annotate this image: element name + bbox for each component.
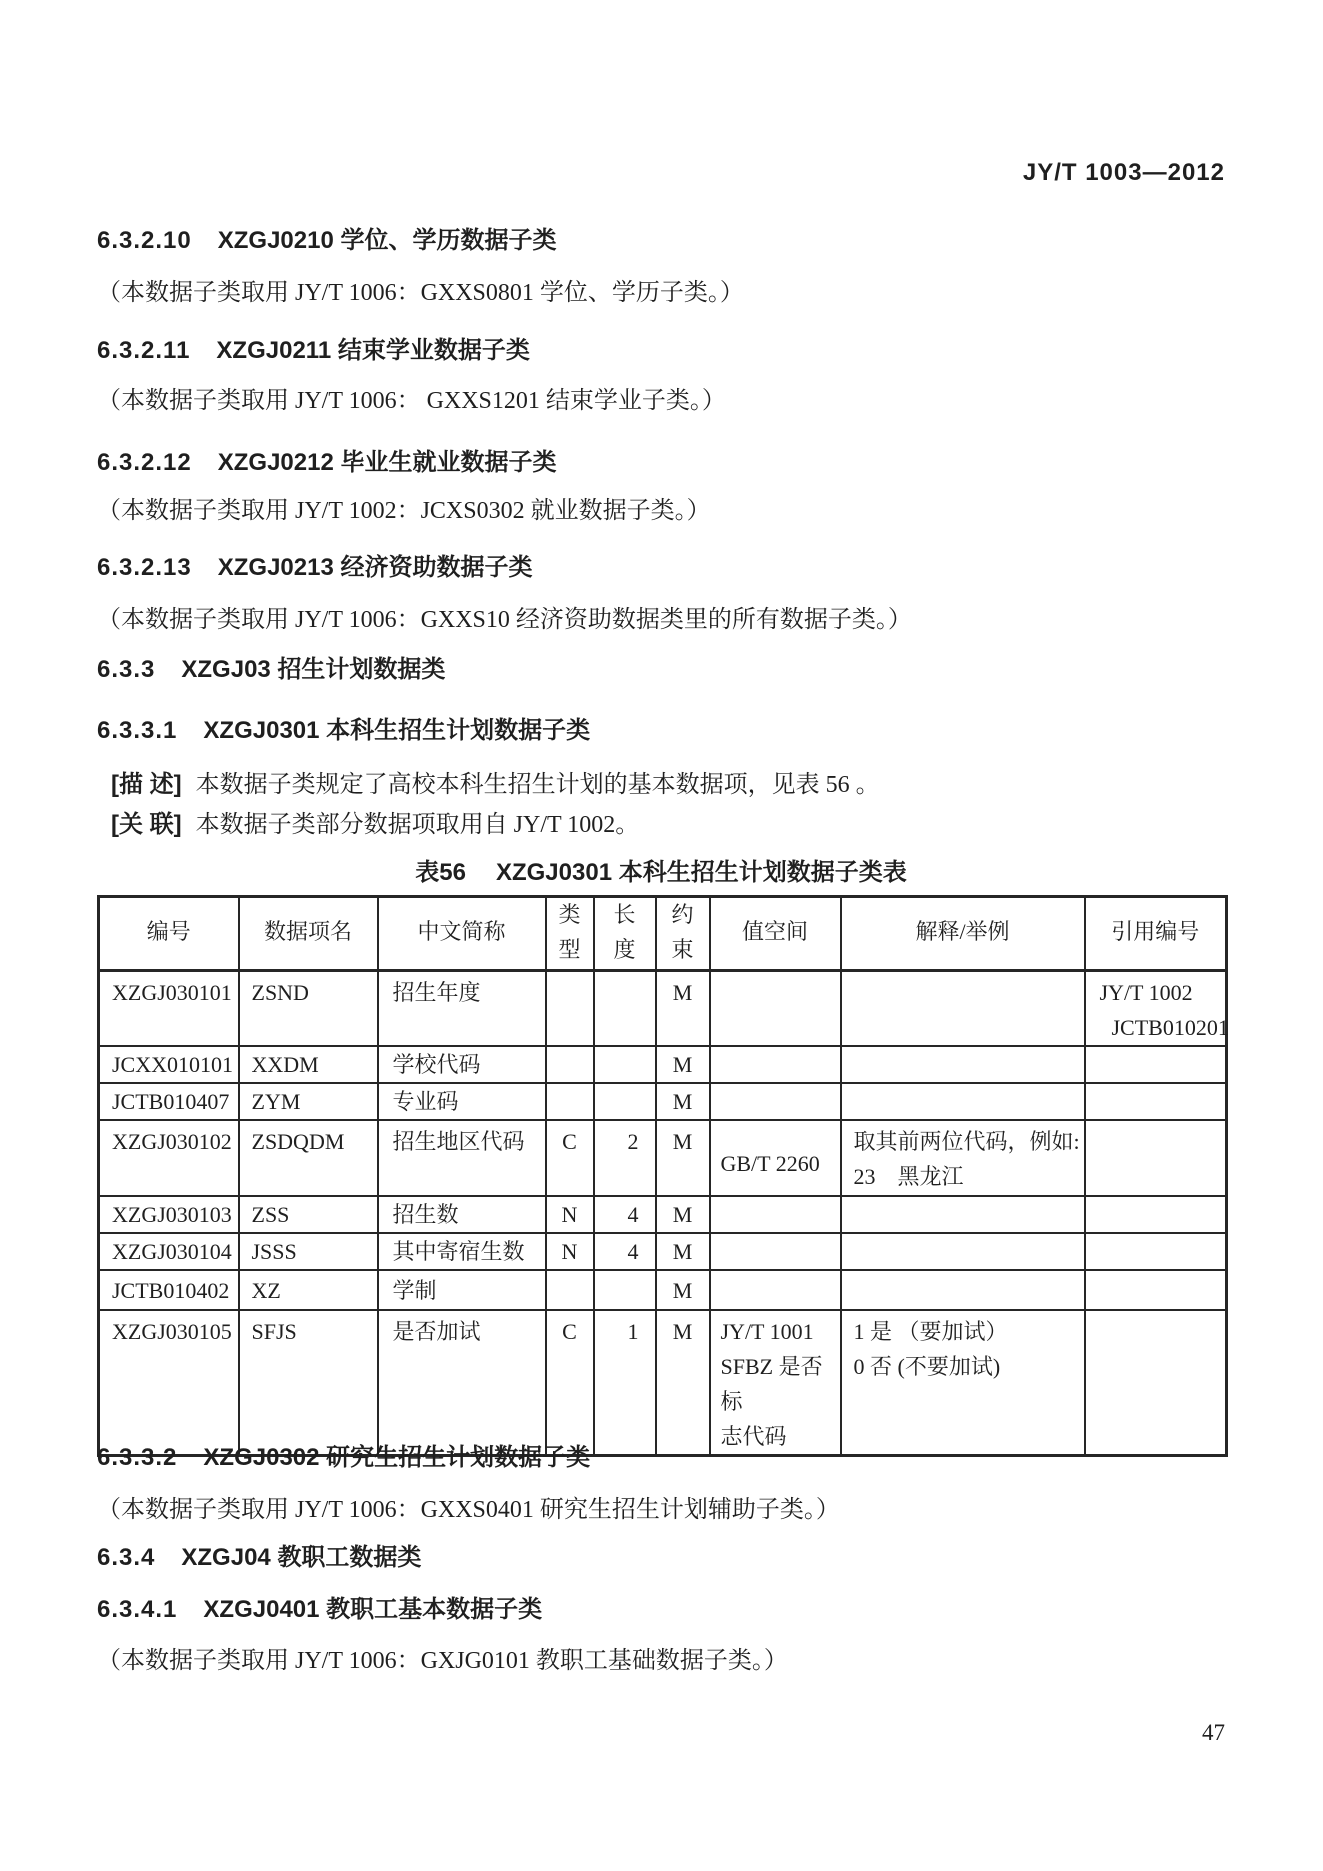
table-cell: [239, 1270, 378, 1310]
table-cell: [594, 971, 656, 1047]
table-cell: [656, 1233, 710, 1270]
cell-line: 招生年度: [392, 980, 481, 1005]
column-header: [378, 897, 546, 971]
table-cell: [656, 971, 710, 1047]
section-number: 6.3.3: [97, 656, 156, 683]
section-number: 6.3.3.2: [97, 1444, 178, 1471]
column-header: [546, 897, 594, 971]
cell-line: SFJS: [251, 1319, 297, 1344]
cell-line: 取其前两位代码，例如:: [853, 1129, 1080, 1154]
cell-line: JCTB010402: [112, 1277, 230, 1303]
table-cell: [99, 1196, 239, 1233]
cell-line: 其中寄宿生数: [392, 1239, 525, 1264]
section-heading-6-3-2-13: [97, 551, 1225, 585]
cell-line: [547, 1047, 593, 1082]
section-title: XZGJ0401 教职工基本数据子类: [203, 1596, 543, 1623]
section-title: XZGJ04 教职工数据类: [181, 1544, 422, 1571]
cell-line: SFBZ 是否标: [720, 1354, 823, 1414]
cell-line: [854, 1273, 1084, 1308]
table-row: [99, 1310, 1227, 1456]
cell-line: [721, 1047, 840, 1082]
table-cell: [239, 1233, 378, 1270]
table-cell: [378, 1270, 546, 1310]
section-title: XZGJ0302 研究生招生计划数据子类: [203, 1444, 591, 1471]
section-number: 6.3.4.1: [97, 1596, 178, 1623]
section-number: 6.3.2.10: [97, 227, 192, 254]
table-cell: [594, 1233, 656, 1270]
section-number: 6.3.4: [97, 1544, 156, 1571]
section-paragraph: （本数据子类取用 JY/T 1002：JCXS0302 就业数据子类。）: [97, 498, 711, 524]
table-cell: [239, 1120, 378, 1196]
table-cell: [710, 1046, 841, 1083]
cell-line: ZYM: [251, 1089, 301, 1114]
table-header: [99, 897, 1227, 971]
description-line: [97, 768, 1239, 802]
cell-line: 中文简称: [417, 919, 506, 944]
table-body: [99, 971, 1227, 1456]
section-title: XZGJ0211 结束学业数据子类: [216, 337, 530, 364]
cell-line: [1100, 1084, 1226, 1119]
table-cell: [1085, 1310, 1227, 1456]
cell-line: XZGJ030103: [112, 1202, 232, 1227]
description-tag: [描 述]: [111, 771, 182, 798]
table-cell: [841, 1196, 1085, 1233]
cell-line: JCXX010101: [112, 1052, 234, 1077]
cell-line: M: [672, 1277, 693, 1303]
cell-line: 值空间: [741, 919, 808, 944]
table-cell: [710, 1270, 841, 1310]
table-cell: [546, 1083, 594, 1120]
table-cell: [594, 1120, 656, 1196]
column-header: [594, 897, 656, 971]
relation-tag: [关 联]: [111, 811, 182, 838]
table-cell: [1085, 1270, 1227, 1310]
cell-line: JY/T 1001: [720, 1319, 814, 1344]
cell-line: 志代码: [720, 1424, 787, 1449]
cell-line: 2: [627, 1129, 639, 1154]
standard-code-header: JY/T 1003—2012: [1022, 159, 1225, 186]
section-number: 6.3.2.13: [97, 554, 192, 581]
table-cell: [546, 1310, 594, 1456]
table-cell: [594, 1270, 656, 1310]
section-number: 6.3.2.12: [97, 449, 192, 476]
cell-line: 4: [627, 1239, 639, 1264]
cell-line: [854, 1234, 1084, 1269]
table-cell: [378, 1046, 546, 1083]
cell-line: 招生数: [392, 1202, 459, 1227]
table-cell: [841, 1046, 1085, 1083]
section-heading-6-3-3: [97, 653, 1225, 687]
table-cell: [99, 1083, 239, 1120]
cell-line: C: [562, 1319, 577, 1344]
table-index: 表56: [415, 859, 466, 886]
cell-line: [1100, 1047, 1226, 1082]
cell-line: 类: [558, 901, 581, 927]
table-cell: [594, 1310, 656, 1456]
page-number: 47: [1202, 1720, 1225, 1745]
cell-line: 是否加试: [392, 1319, 481, 1344]
table-cell: [239, 971, 378, 1047]
section-paragraph: （本数据子类取用 JY/T 1006：GXXS0801 学位、学历子类。）: [97, 280, 744, 306]
table-cell: [99, 1270, 239, 1310]
table-cell: [378, 1083, 546, 1120]
cell-line: [547, 1273, 593, 1308]
cell-line: 度: [613, 936, 636, 962]
table-cell: [99, 971, 239, 1047]
table-cell: [841, 971, 1085, 1047]
cell-line: [854, 1197, 1084, 1232]
section-number: 6.3.3.1: [97, 717, 178, 744]
cell-line: 长: [613, 901, 636, 927]
section-title: XZGJ0301 本科生招生计划数据子类: [203, 717, 591, 744]
cell-line: 编号: [146, 919, 191, 944]
table-row: [99, 1046, 1227, 1083]
table-cell: [378, 1120, 546, 1196]
cell-line: 型: [558, 936, 581, 962]
section-heading-6-3-4-1: [97, 1593, 1225, 1627]
section-heading-6-3-4: [97, 1541, 1225, 1575]
table-cell: [841, 1310, 1085, 1456]
cell-line: 学制: [392, 1277, 437, 1303]
table-cell: [594, 1083, 656, 1120]
table-cell: [99, 1120, 239, 1196]
section-heading-6-3-2-12: [97, 446, 1225, 480]
cell-line: 解释/举例: [915, 919, 1010, 944]
table-name: XZGJ0301 本科生招生计划数据子类表: [495, 859, 907, 886]
table-cell: [1085, 971, 1227, 1047]
cell-line: [595, 1047, 639, 1082]
cell-line: XZ: [251, 1277, 281, 1303]
column-header: [841, 897, 1085, 971]
table-cell: [710, 1233, 841, 1270]
table-row: [99, 1120, 1227, 1196]
table-cell: [656, 1196, 710, 1233]
table-cell: [1085, 1196, 1227, 1233]
table-cell: [656, 1083, 710, 1120]
table-cell: [841, 1233, 1085, 1270]
description-text: 本数据子类规定了高校本科生招生计划的基本数据项，见表 56 。: [195, 772, 880, 798]
section-heading-6-3-3-2: [97, 1441, 1225, 1475]
cell-line: M: [672, 980, 693, 1005]
table-cell: [546, 1196, 594, 1233]
cell-line: C: [562, 1129, 577, 1154]
table-cell: [710, 1083, 841, 1120]
table-cell: [594, 1196, 656, 1233]
cell-line: XXDM: [251, 1052, 319, 1077]
table-cell: [99, 1310, 239, 1456]
table-cell: [1085, 1233, 1227, 1270]
cell-line: 专业码: [392, 1089, 459, 1114]
table-row: [99, 1196, 1227, 1233]
table-row: [99, 971, 1227, 1047]
table-56-title: [97, 856, 1225, 890]
cell-line: [1100, 1124, 1226, 1159]
cell-line: [1100, 1197, 1226, 1232]
cell-line: GB/T 2260: [720, 1151, 820, 1176]
section-heading-6-3-2-10: [97, 224, 1225, 258]
cell-line: M: [672, 1319, 693, 1344]
cell-line: [595, 1084, 639, 1119]
cell-line: 招生地区代码: [392, 1129, 525, 1154]
table-cell: [239, 1196, 378, 1233]
cell-line: [595, 1273, 639, 1308]
table-cell: [656, 1120, 710, 1196]
cell-line: 0 否 (不要加试): [853, 1354, 1001, 1379]
cell-line: ZSS: [251, 1202, 290, 1227]
section-heading-6-3-3-1: [97, 714, 1225, 748]
cell-line: 束: [671, 936, 694, 962]
cell-line: ZSND: [251, 980, 309, 1005]
table-cell: [378, 1310, 546, 1456]
relation-line: [97, 808, 1239, 842]
column-header: [239, 897, 378, 971]
cell-line: XZGJ030102: [112, 1129, 232, 1154]
section-title: XZGJ0210 学位、学历数据子类: [217, 227, 557, 254]
cell-line: JSSS: [251, 1239, 297, 1264]
cell-line: 数据项名: [263, 919, 352, 944]
cell-line: XZGJ030105: [112, 1319, 232, 1344]
cell-line: XZGJ030104: [112, 1239, 232, 1264]
cell-line: M: [672, 1089, 693, 1114]
cell-line: ZSDQDM: [251, 1129, 345, 1154]
column-header: [1085, 897, 1227, 971]
cell-line: M: [672, 1052, 693, 1077]
cell-line: N: [561, 1239, 578, 1264]
table-cell: [1085, 1083, 1227, 1120]
cell-line: [854, 975, 1084, 1010]
cell-line: JCTB010201: [1111, 1015, 1229, 1040]
cell-line: 学校代码: [392, 1052, 481, 1077]
cell-line: [721, 1273, 840, 1308]
table-cell: [546, 1120, 594, 1196]
cell-line: [721, 975, 840, 1010]
table-cell: [546, 1233, 594, 1270]
column-header: [99, 897, 239, 971]
cell-line: [547, 1084, 593, 1119]
table-56: [97, 895, 1228, 1457]
cell-line: 23 黑龙江: [853, 1164, 964, 1189]
section-title: XZGJ0212 毕业生就业数据子类: [217, 449, 557, 476]
cell-line: JCTB010407: [112, 1089, 230, 1114]
cell-line: [1100, 1314, 1226, 1349]
cell-line: [854, 1084, 1084, 1119]
table-cell: [239, 1310, 378, 1456]
table-cell: [546, 1270, 594, 1310]
section-title: XZGJ03 招生计划数据类: [181, 656, 446, 683]
cell-line: [1100, 1234, 1226, 1269]
cell-line: M: [672, 1239, 693, 1264]
table-cell: [710, 971, 841, 1047]
section-paragraph: （本数据子类取用 JY/T 1006：GXJG0101 教职工基础数据子类。）: [97, 1648, 788, 1674]
cell-line: [721, 1084, 840, 1119]
cell-line: [721, 1234, 840, 1269]
table-cell: [656, 1310, 710, 1456]
table-cell: [378, 1196, 546, 1233]
column-header: [656, 897, 710, 971]
table-cell: [710, 1196, 841, 1233]
cell-line: 1: [627, 1319, 639, 1344]
table-cell: [239, 1046, 378, 1083]
cell-line: N: [561, 1202, 578, 1227]
table-cell: [546, 1046, 594, 1083]
column-header: [710, 897, 841, 971]
table-row: [99, 1270, 1227, 1310]
section-heading-6-3-2-11: [97, 334, 1225, 368]
cell-line: [547, 975, 593, 1010]
table-cell: [841, 1120, 1085, 1196]
table-cell: [841, 1083, 1085, 1120]
table-cell: [656, 1270, 710, 1310]
cell-line: M: [672, 1202, 693, 1227]
table-cell: [99, 1233, 239, 1270]
table-cell: [378, 1233, 546, 1270]
cell-line: [1100, 1273, 1226, 1308]
table-cell: [239, 1083, 378, 1120]
cell-line: 1 是 （要加试）: [853, 1319, 1008, 1344]
cell-line: 引用编号: [1111, 919, 1200, 944]
table-cell: [378, 971, 546, 1047]
cell-line: [721, 1197, 840, 1232]
table-cell: [656, 1046, 710, 1083]
cell-line: [854, 1047, 1084, 1082]
table-row: [99, 1083, 1227, 1120]
table-cell: [546, 971, 594, 1047]
table-cell: [1085, 1046, 1227, 1083]
section-paragraph: （本数据子类取用 JY/T 1006： GXXS1201 结束学业子类。）: [97, 388, 726, 414]
cell-line: [595, 975, 639, 1010]
table-cell: [1085, 1120, 1227, 1196]
cell-line: 4: [627, 1202, 639, 1227]
section-title: XZGJ0213 经济资助数据子类: [217, 554, 533, 581]
table-cell: [594, 1046, 656, 1083]
cell-line: XZGJ030101: [112, 980, 232, 1005]
section-paragraph: （本数据子类取用 JY/T 1006：GXXS0401 研究生招生计划辅助子类。）: [97, 1497, 840, 1523]
cell-line: 约: [671, 901, 694, 927]
cell-line: JY/T 1002: [1099, 980, 1193, 1005]
relation-text: 本数据子类部分数据项取用自 JY/T 1002。: [195, 812, 640, 838]
section-number: 6.3.2.11: [97, 337, 191, 364]
table-cell: [841, 1270, 1085, 1310]
table-cell: [99, 1046, 239, 1083]
section-paragraph: （本数据子类取用 JY/T 1006：GXXS10 经济资助数据类里的所有数据子类。）: [97, 607, 912, 633]
cell-line: M: [672, 1129, 693, 1154]
table-cell: [710, 1310, 841, 1456]
table-cell: [710, 1120, 841, 1196]
table-row: [99, 1233, 1227, 1270]
